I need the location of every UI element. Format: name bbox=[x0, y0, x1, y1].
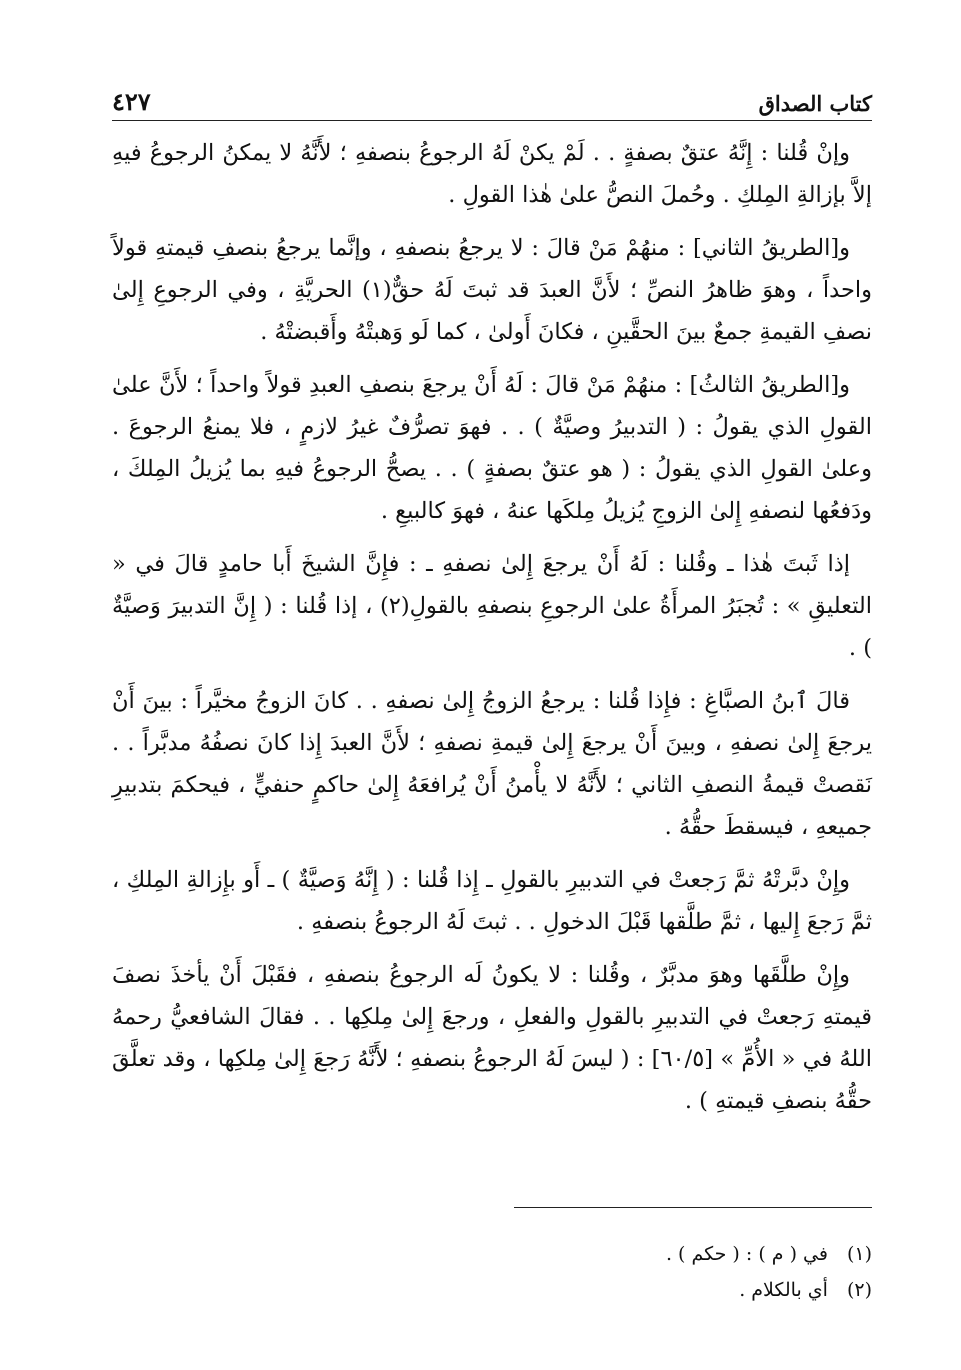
paragraph-1: وإنْ قُلنا : إِنَّهُ عتقٌ بصفةٍ . . لَمْ يكنْ لَهُ الرجوعُ بنصفهِ ؛ لأَنَّهُ لا يمكنُ الرجوعُ فيهِ إلاَّ بإزالةِ المِلكِ . وحُملَ النصُّ علىٰ هٰذا القولِ . bbox=[112, 140, 872, 208]
footnote-number: (١) bbox=[846, 1243, 872, 1265]
footnote-number: (٢) bbox=[846, 1279, 872, 1301]
main-text bbox=[112, 132, 872, 1133]
paragraph-2: و[الطريقُ الثاني] : منهُمْ مَنْ قالَ : لا يرجعُ بنصفهِ ، وإنَّما يرجعُ بنصفِ قيمتهِ قولاً واحداً ، وهوَ ظاهرُ النصِّ ؛ لأَنَّ العبدَ قد ثبتَ لَهُ حقٌّ(١) الحريَّةِ ، وفي الرجوعِ إِلىٰ نصفِ القيمةِ جمعٌ بينَ الحقَّينِ ، فكانَ أَولىٰ ، كما لَو وَهبتْهُ وأَقبضتْهُ . bbox=[112, 235, 873, 345]
paragraph-4: إذا ثَبتَ هٰذا ـ وقُلنا : لَهُ أَنْ يرجعَ إِلىٰ نصفهِ ـ : فإِنَّ الشيخَ أَبا حامدٍ قالَ في « التعليقِ » : تُجبَرُ المرأَةُ علىٰ الرجوعِ بنصفهِ بالقولِ(٢) ، إذا قُلنا : ( إِنَّ التدبيرَ وَصيَّةٌ ) . bbox=[112, 551, 872, 661]
paragraph-6: وإِنْ دبَّرتْهُ ثمَّ رَجعتْ في التدبيرِ بالقولِ ـ إِذا قُلنا : ( إِنَّهُ وَصيَّةٌ ) ـ أَو بإِزالةِ المِلكِ ، ثمَّ رَجعَ إِليها ، ثمَّ طلَّقها قَبْلَ الدخولِ . . ثبتَ لَهُ الرجوعُ بنصفهِ . bbox=[112, 867, 872, 935]
footnotes bbox=[112, 1236, 872, 1308]
header-divider bbox=[112, 120, 872, 121]
page-number: ٤٢٧ bbox=[112, 87, 151, 116]
footnote-divider bbox=[514, 1207, 872, 1208]
footnote-2 bbox=[112, 1272, 872, 1308]
footnote-text: في ( م ) : ( حكم ) . bbox=[665, 1243, 828, 1265]
running-title: كتاب الصداق bbox=[758, 91, 872, 116]
paragraph-7: وإِنْ طلَّقَها وهوَ مدبَّرٌ ، وقُلنا : لا يكونُ لَه الرجوعُ بنصفهِ ، فقَبْلَ أَنْ يأخذَ نصفَ قيمتهِ رَجعتْ في التدبيرِ بالقولِ والفعلِ ، ورجعَ إِلىٰ مِلكِها . . فقالَ الشافعيُّ رحمهُ اللهُ في « الأُمِّ » [٦٠/٥] : ( ليسَ لَهُ الرجوعُ بنصفهِ ؛ لأَنَّهُ رَجعَ إِلىٰ مِلكِها ، وقد تعلَّقَ حقُّهُ بنصفِ قيمتهِ ) . bbox=[112, 962, 872, 1114]
footnote-1 bbox=[112, 1236, 872, 1272]
page-header bbox=[112, 82, 872, 116]
footnote-text: أي بالكلام . bbox=[739, 1279, 828, 1301]
paragraph-3: و[الطريقُ الثالثُ] : منهُمْ مَنْ قالَ : لَهُ أَنْ يرجعَ بنصفِ العبدِ قولاً واحداً ؛ لأَنَّ علىٰ القولِ الذي يقولُ : ( التدبيرُ وصيَّةٌ ) . . فهوَ تصرُّفٌ غيرُ لازمٍ ، فلا يمنعُ الرجوعَ . وعلىٰ القولِ الذي يقولُ : ( هو عتقٌ بصفةٍ ) . . يصحُّ الرجوعُ فيهِ بما يُزيلُ المِلكَ ، ودَفعُها لنصفهِ إِلىٰ الزوجِ يُزيلُ مِلكَها عنهُ ، فهوَ كالبيعِ . bbox=[112, 372, 872, 524]
paragraph-5: قالَ ٱبنُ الصبَّاغِ : فإِذا قُلنا : يرجعُ الزوجُ إِلىٰ نصفهِ . . كانَ الزوجُ مخيَّراً : بينَ أَنْ يرجعَ إِلىٰ نصفهِ ، وبينَ أَنْ يرجعَ إِلىٰ قيمةِ نصفهِ ؛ لأَنَّ العبدَ إِذا كانَ نصفُهُ مدبَّراً . . نَقصتْ قيمةُ النصفِ الثاني ؛ لأَنَّهُ لا يأْمنُ أَنْ يُرافعَهُ إِلىٰ حاكمٍ حنفيٍّ ، فيحكمَ بتدبيرِ جميعهِ ، فيسقطَ حقُّهُ . bbox=[112, 688, 872, 840]
